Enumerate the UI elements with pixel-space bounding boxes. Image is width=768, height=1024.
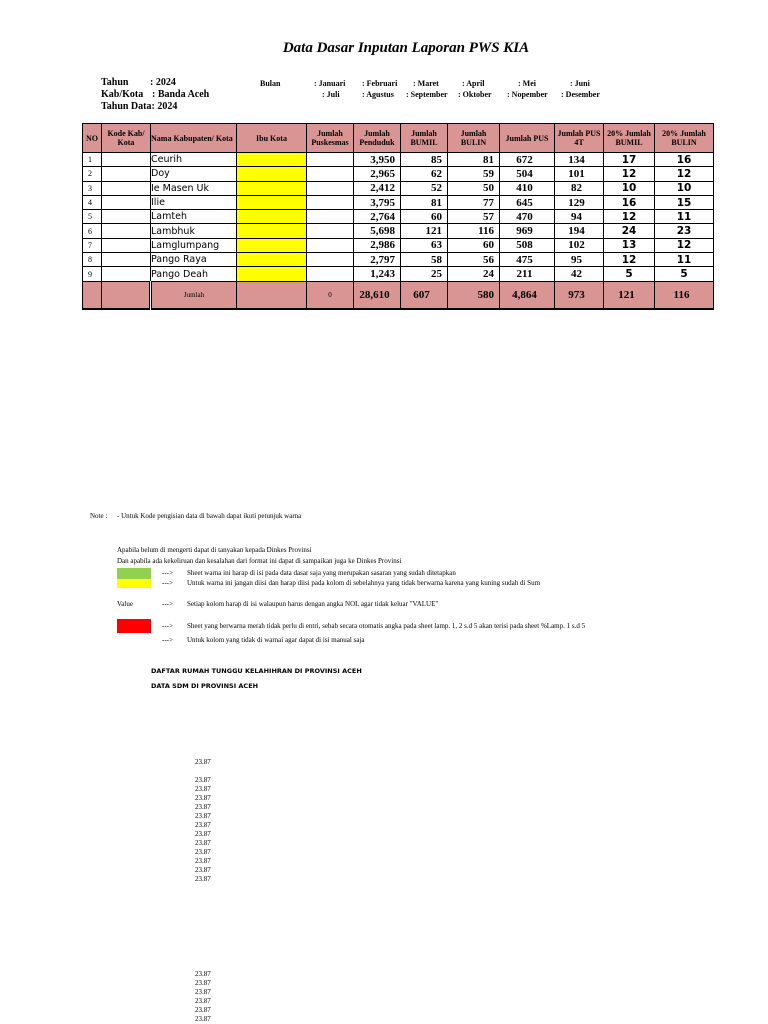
cell-pus4t[interactable]: 82 [555, 181, 604, 195]
decimal-value: 23.87 [195, 794, 211, 802]
cell-penduduk[interactable]: 2,764 [354, 210, 401, 224]
cell-total-empty [83, 281, 102, 309]
cell-penduduk[interactable]: 3,795 [354, 195, 401, 209]
table-row [83, 153, 714, 167]
cell-no: 4 [83, 195, 102, 209]
total-bumil: 607 [401, 281, 448, 309]
cell-puskesmas[interactable] [307, 253, 354, 267]
col-header-ibu-kota: Ibu Kota [237, 124, 307, 153]
yellow-swatch [117, 579, 151, 588]
col-header-kode: Kode Kab/ Kota [102, 124, 151, 153]
month-item: : Januari [314, 79, 346, 88]
decimal-value: 23.87 [195, 812, 211, 820]
cell-ibu-kota[interactable] [237, 181, 307, 195]
cell-ibu-kota[interactable] [237, 224, 307, 238]
cell-kode[interactable] [102, 153, 151, 167]
cell-kode[interactable] [102, 181, 151, 195]
cell-penduduk[interactable]: 3,950 [354, 153, 401, 167]
legend-arrow: ---> [162, 636, 173, 644]
cell-ibu-kota[interactable] [237, 167, 307, 181]
cell-pus[interactable]: 470 [500, 210, 555, 224]
legend-yellow-text: Untuk warna ini jangan diisi dan harap diisi pada kolom di sebelahnya yang tidak berwarna karena yang kuning sudah di Sum [187, 579, 541, 587]
cell-penduduk[interactable]: 1,243 [354, 267, 401, 281]
month-item: : Mei [518, 79, 536, 88]
decimal-value: 23.87 [195, 866, 211, 874]
month-item: : Maret [413, 79, 439, 88]
cell-ibu-kota[interactable] [237, 195, 307, 209]
cell-pus4t[interactable]: 102 [555, 238, 604, 252]
cell-name[interactable]: Lamteh [151, 210, 237, 224]
decimal-value: 23.87 [195, 1006, 211, 1014]
cell-kode[interactable] [102, 224, 151, 238]
cell-pus[interactable]: 211 [500, 267, 555, 281]
cell-total-empty [102, 281, 151, 309]
cell-bumil20[interactable]: 10 [604, 181, 655, 195]
green-swatch [117, 568, 151, 579]
cell-kode[interactable] [102, 195, 151, 209]
decimal-value: 23.87 [195, 803, 211, 811]
tahun-label: Tahun [101, 77, 129, 88]
cell-kode[interactable] [102, 253, 151, 267]
cell-name[interactable]: Ilie [151, 195, 237, 209]
cell-bumil20[interactable]: 13 [604, 238, 655, 252]
cell-bulin[interactable]: 60 [448, 238, 500, 252]
decimal-value: 23.87 [195, 988, 211, 996]
decimal-value: 23.87 [195, 839, 211, 847]
cell-bumil[interactable]: 85 [401, 153, 448, 167]
legend-red-text: Sheet yang berwarna merah tidak perlu di entri, sebab secara otomatis angka pada sheet lamp. 1, 2 s.d 5 akan terisi pada sheet %Lamp. 1 s.d 5 [187, 622, 586, 630]
cell-pus4t[interactable]: 42 [555, 267, 604, 281]
cell-bulin[interactable]: 116 [448, 224, 500, 238]
decimal-value: 23.87 [195, 830, 211, 838]
cell-bumil20[interactable]: 12 [604, 210, 655, 224]
info-line-2: Dan apabila ada kekeliruan dan kesalahan dari format ini dapat di sampaikan juga ke Dinkes Provinsi [117, 557, 402, 565]
cell-bulin[interactable]: 24 [448, 267, 500, 281]
cell-bulin[interactable]: 77 [448, 195, 500, 209]
cell-name[interactable]: Ie Masen Uk [151, 181, 237, 195]
cell-bulin[interactable]: 57 [448, 210, 500, 224]
cell-bumil[interactable]: 81 [401, 195, 448, 209]
cell-kode[interactable] [102, 167, 151, 181]
total-pus4t: 973 [555, 281, 604, 309]
col-header-no: NO [83, 124, 102, 153]
page-title: Data Dasar Inputan Laporan PWS KIA [282, 40, 530, 56]
cell-name[interactable]: Lambhuk [151, 224, 237, 238]
cell-bulin20[interactable]: 11 [655, 210, 714, 224]
cell-ibu-kota[interactable] [237, 210, 307, 224]
cell-bulin[interactable]: 50 [448, 181, 500, 195]
kabkota-value: : Banda Aceh [152, 89, 210, 100]
cell-pus4t[interactable]: 129 [555, 195, 604, 209]
total-bumil20: 121 [604, 281, 655, 309]
decimal-value: 23.87 [195, 758, 211, 766]
cell-pus[interactable]: 475 [500, 253, 555, 267]
cell-penduduk[interactable]: 2,797 [354, 253, 401, 267]
cell-puskesmas[interactable] [307, 238, 354, 252]
table-row [83, 210, 714, 224]
legend-arrow: ---> [162, 569, 173, 577]
table-row [83, 238, 714, 252]
total-pus: 4,864 [500, 281, 555, 309]
note-label: Note : [90, 512, 108, 520]
legend-green-text: Sheet warna ini harap di isi pada data dasar saja yang merupakan sasaran yang sudah ditetapkan [187, 569, 456, 577]
month-item: : April [462, 79, 485, 88]
cell-puskesmas[interactable] [307, 195, 354, 209]
cell-total-empty [237, 281, 307, 309]
data-sdm-heading: DATA SDM DI PROVINSI ACEH [151, 682, 259, 690]
col-header-bulin20: 20% Jumlah BULIN [655, 124, 714, 153]
month-item: : Agustus [362, 90, 394, 99]
cell-bumil[interactable]: 60 [401, 210, 448, 224]
cell-penduduk[interactable]: 2,965 [354, 167, 401, 181]
table-row [83, 253, 714, 267]
decimal-value: 23.87 [195, 1015, 211, 1023]
decimal-value: 23.87 [195, 821, 211, 829]
table-header-row [83, 124, 714, 153]
month-item: : September [406, 90, 448, 99]
cell-ibu-kota[interactable] [237, 253, 307, 267]
col-header-pus: Jumlah PUS [500, 124, 555, 153]
legend-arrow: ---> [162, 622, 173, 630]
cell-kode[interactable] [102, 210, 151, 224]
cell-no: 2 [83, 167, 102, 181]
cell-ibu-kota[interactable] [237, 238, 307, 252]
decimal-value: 23.87 [195, 875, 211, 883]
cell-bumil20[interactable]: 17 [604, 153, 655, 167]
cell-penduduk[interactable]: 5,698 [354, 224, 401, 238]
cell-penduduk[interactable]: 2,412 [354, 181, 401, 195]
cell-penduduk[interactable]: 2,986 [354, 238, 401, 252]
cell-bulin20[interactable]: 16 [655, 153, 714, 167]
cell-bulin20[interactable]: 15 [655, 195, 714, 209]
note-text: - Untuk Kode pengisian data di bawah dapat ikuti petunjuk warna [117, 512, 302, 520]
month-item: : Juli [322, 90, 340, 99]
cell-no: 7 [83, 238, 102, 252]
decimal-value: 23.87 [195, 979, 211, 987]
legend-plain-text: Untuk kolom yang tidak di warnai agar dapat di isi manual saja [187, 636, 365, 644]
cell-bulin20[interactable]: 12 [655, 238, 714, 252]
tahun-data: Tahun Data: 2024 [101, 101, 178, 112]
table-row [83, 195, 714, 209]
col-header-puskesmas: Jumlah Puskesmas [307, 124, 354, 153]
col-header-pus4t: Jumlah PUS 4T [555, 124, 604, 153]
total-label: Jumlah [151, 281, 237, 309]
cell-puskesmas[interactable] [307, 181, 354, 195]
month-item: : Nopember [507, 90, 548, 99]
cell-bumil20[interactable]: 12 [604, 167, 655, 181]
table-row [83, 167, 714, 181]
cell-bumil20[interactable]: 16 [604, 195, 655, 209]
cell-pus4t[interactable]: 134 [555, 153, 604, 167]
cell-name[interactable]: Doy [151, 167, 237, 181]
table-row [83, 267, 714, 281]
cell-puskesmas[interactable] [307, 210, 354, 224]
cell-bumil[interactable]: 63 [401, 238, 448, 252]
kabkota-label: Kab/Kota [101, 89, 144, 100]
cell-bumil[interactable]: 121 [401, 224, 448, 238]
cell-bulin20[interactable]: 12 [655, 167, 714, 181]
col-header-nama: Nama Kabupaten/ Kota [151, 124, 237, 153]
table-total-row [83, 281, 714, 309]
month-item: : Desember [561, 90, 600, 99]
cell-bulin20[interactable]: 11 [655, 253, 714, 267]
cell-bumil[interactable]: 58 [401, 253, 448, 267]
tahun-value: : 2024 [150, 77, 176, 88]
cell-bumil20[interactable]: 5 [604, 267, 655, 281]
cell-pus[interactable]: 969 [500, 224, 555, 238]
cell-bulin[interactable]: 56 [448, 253, 500, 267]
cell-bumil[interactable]: 62 [401, 167, 448, 181]
cell-bumil[interactable]: 25 [401, 267, 448, 281]
table-row [83, 224, 714, 238]
legend-arrow: ---> [162, 600, 173, 608]
cell-ibu-kota[interactable] [237, 267, 307, 281]
cell-kode[interactable] [102, 238, 151, 252]
month-item: : Februari [362, 79, 398, 88]
decimal-value: 23.87 [195, 785, 211, 793]
red-swatch [117, 619, 151, 633]
col-header-bulin: Jumlah BULIN [448, 124, 500, 153]
cell-pus[interactable]: 508 [500, 238, 555, 252]
cell-pus[interactable]: 672 [500, 153, 555, 167]
decimal-value: 23.87 [195, 997, 211, 1005]
total-bulin: 580 [448, 281, 500, 309]
cell-no: 1 [83, 153, 102, 167]
cell-puskesmas[interactable] [307, 224, 354, 238]
data-table [82, 123, 714, 310]
daftar-heading: DAFTAR RUMAH TUNGGU KELAHIHRAN DI PROVINSI ACEH [151, 667, 362, 675]
col-header-bumil: Jumlah BUMIL [401, 124, 448, 153]
cell-pus4t[interactable]: 95 [555, 253, 604, 267]
month-item: : Juni [570, 79, 590, 88]
cell-bumil[interactable]: 52 [401, 181, 448, 195]
cell-name[interactable]: Lamglumpang [151, 238, 237, 252]
bulan-label: Bulan [260, 79, 281, 88]
table-row [83, 181, 714, 195]
cell-no: 8 [83, 253, 102, 267]
cell-pus4t[interactable]: 194 [555, 224, 604, 238]
decimal-value: 23.87 [195, 857, 211, 865]
total-puskesmas: 0 [307, 281, 354, 309]
cell-pus[interactable]: 645 [500, 195, 555, 209]
cell-no: 9 [83, 267, 102, 281]
decimal-value: 23.87 [195, 776, 211, 784]
cell-no: 3 [83, 181, 102, 195]
decimal-value: 23.87 [195, 970, 211, 978]
cell-bulin20[interactable]: 23 [655, 224, 714, 238]
cell-bulin20[interactable]: 10 [655, 181, 714, 195]
cell-pus4t[interactable]: 101 [555, 167, 604, 181]
month-item: : Oktober [458, 90, 492, 99]
col-header-penduduk: Jumlah Penduduk [354, 124, 401, 153]
cell-bulin[interactable]: 81 [448, 153, 500, 167]
cell-kode[interactable] [102, 267, 151, 281]
cell-no: 6 [83, 224, 102, 238]
cell-pus[interactable]: 504 [500, 167, 555, 181]
cell-name[interactable]: Pango Raya [151, 253, 237, 267]
cell-bulin[interactable]: 59 [448, 167, 500, 181]
cell-puskesmas[interactable] [307, 167, 354, 181]
total-bulin20: 116 [655, 281, 714, 309]
col-header-bumil20: 20% Jumlah BUMIL [604, 124, 655, 153]
cell-bumil20[interactable]: 24 [604, 224, 655, 238]
cell-ibu-kota[interactable] [237, 153, 307, 167]
legend-value-label: Value [117, 600, 133, 608]
cell-name[interactable]: Ceurih [151, 153, 237, 167]
cell-puskesmas[interactable] [307, 267, 354, 281]
legend-value-text: Setiap kolom harap di isi walaupun harus dengan angka NOL agar tidak keluar "VALUE" [187, 600, 439, 608]
cell-puskesmas[interactable] [307, 153, 354, 167]
cell-bumil20[interactable]: 12 [604, 253, 655, 267]
cell-no: 5 [83, 210, 102, 224]
info-line-1: Apabila belum di mengerti dapat di tanyakan kepada Dinkes Provinsi [117, 546, 312, 554]
cell-pus4t[interactable]: 94 [555, 210, 604, 224]
total-penduduk: 28,610 [354, 281, 401, 309]
decimal-value: 23.87 [195, 848, 211, 856]
cell-bulin20[interactable]: 5 [655, 267, 714, 281]
cell-name[interactable]: Pango Deah [151, 267, 237, 281]
cell-pus[interactable]: 410 [500, 181, 555, 195]
legend-arrow: ---> [162, 579, 173, 587]
